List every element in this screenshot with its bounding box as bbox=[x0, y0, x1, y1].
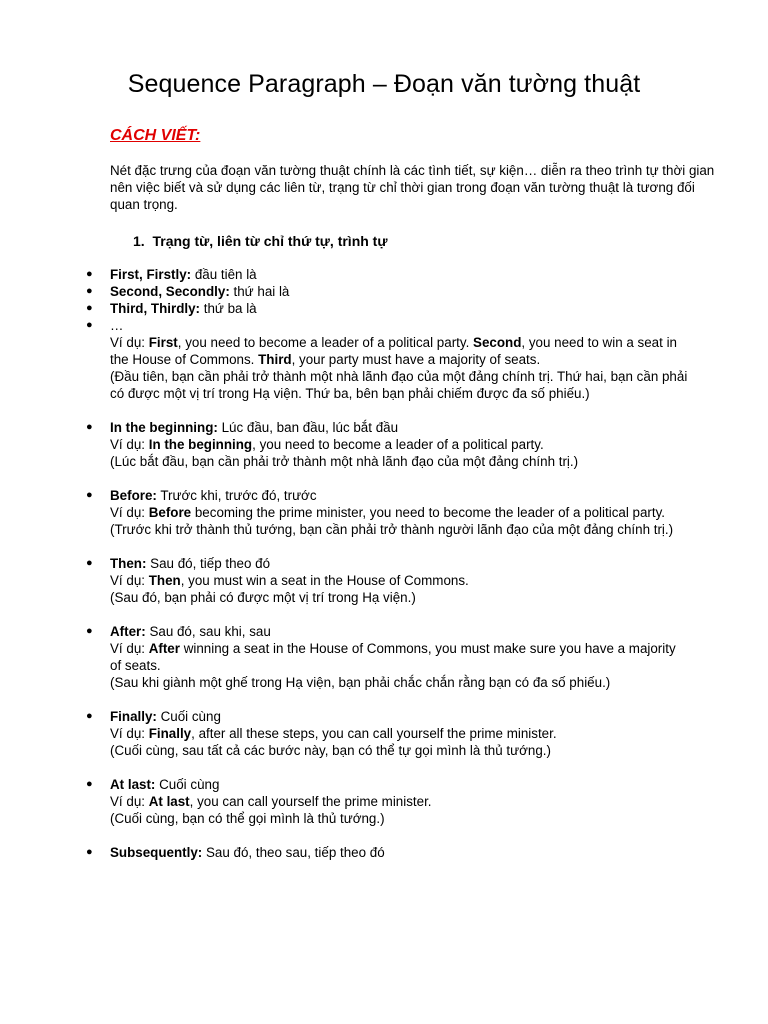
item-example bbox=[110, 572, 690, 589]
list-item bbox=[0, 555, 690, 606]
item-term: Second, Secondly: bbox=[110, 284, 230, 299]
item-example bbox=[110, 334, 690, 368]
example-keyword: Third bbox=[258, 352, 292, 367]
item-definition bbox=[110, 776, 690, 793]
example-text: , your party must have a majority of seats. bbox=[291, 352, 541, 367]
page-title: Sequence Paragraph – Đoạn văn tường thuật bbox=[127, 70, 641, 98]
item-term: Finally: bbox=[110, 709, 157, 724]
item-example bbox=[110, 725, 690, 742]
example-text: Ví dụ: bbox=[110, 726, 149, 741]
list-item bbox=[0, 300, 690, 317]
item-definition bbox=[110, 487, 690, 504]
example-keyword: Then bbox=[148, 573, 181, 588]
bullet-icon: ● bbox=[86, 268, 93, 280]
example-text: becoming the prime minister, you need to become the leader of a political party. bbox=[191, 505, 666, 520]
item-translation: (Trước khi trở thành thủ tướng, bạn cần phải trở thành người lãnh đạo của một đảng chính trị.) bbox=[110, 522, 674, 537]
bullet-icon: ● bbox=[86, 285, 93, 297]
example-text: , you need to become a leader of a political party. bbox=[252, 437, 544, 452]
item-term: After: bbox=[110, 624, 146, 639]
item-term: Third, Thirdly: bbox=[110, 301, 201, 316]
example-keyword: First bbox=[148, 335, 178, 350]
item-meaning: Lúc đầu, ban đầu, lúc bắt đầu bbox=[217, 420, 399, 435]
heading-text: Trạng từ, liên từ chỉ thứ tự, trình tự bbox=[152, 233, 388, 249]
example-text: winning a seat in the House of Commons, you must make sure you have a majority of seats. bbox=[110, 641, 676, 673]
item-definition bbox=[110, 844, 690, 861]
list-item bbox=[0, 266, 690, 283]
item-example bbox=[110, 436, 690, 453]
item-definition bbox=[110, 317, 690, 334]
example-text: , after all these steps, you can call yourself the prime minister. bbox=[191, 726, 557, 741]
section-heading: CÁCH VIẾT: bbox=[110, 127, 201, 144]
bullet-icon: ● bbox=[86, 625, 93, 637]
item-translation: (Lúc bắt đầu, bạn cần phải trở thành một nhà lãnh đạo của một đảng chính trị.) bbox=[110, 454, 579, 469]
example-keyword: Second bbox=[473, 335, 522, 350]
example-keyword: In the beginning bbox=[148, 437, 253, 452]
item-term: In the beginning: bbox=[110, 420, 218, 435]
bullet-icon: ● bbox=[86, 846, 93, 858]
item-definition bbox=[110, 266, 690, 283]
item-meaning: Sau đó, tiếp theo đó bbox=[146, 556, 271, 571]
item-term: Then: bbox=[110, 556, 147, 571]
bullet-icon: ● bbox=[86, 302, 93, 314]
example-text: , you need to win a seat in the House of Commons. bbox=[110, 335, 677, 367]
example-text: Ví dụ: bbox=[110, 794, 149, 809]
example-text: , you can call yourself the prime minister. bbox=[189, 794, 432, 809]
item-translation: (Sau khi giành một ghế trong Hạ viện, bạn phải chắc chắn rằng bạn có đa số phiếu.) bbox=[110, 675, 611, 690]
item-definition bbox=[110, 623, 690, 640]
list-item bbox=[0, 487, 690, 538]
heading-number: 1. bbox=[133, 233, 145, 249]
item-definition bbox=[110, 283, 690, 300]
item-example bbox=[110, 504, 690, 521]
list-item bbox=[0, 623, 690, 691]
item-meaning: … bbox=[110, 318, 124, 333]
example-text: Ví dụ: bbox=[110, 505, 149, 520]
list-item bbox=[0, 776, 690, 827]
item-meaning: Sau đó, theo sau, tiếp theo đó bbox=[202, 845, 385, 860]
list-item bbox=[0, 283, 690, 300]
item-definition bbox=[110, 419, 690, 436]
example-keyword: After bbox=[148, 641, 180, 656]
list-item bbox=[0, 317, 690, 402]
example-keyword: Before bbox=[148, 505, 192, 520]
item-translation: (Sau đó, bạn phải có được một vị trí trong Hạ viện.) bbox=[110, 590, 416, 605]
item-definition bbox=[110, 300, 690, 317]
example-text: Ví dụ: bbox=[110, 335, 149, 350]
item-term: Before: bbox=[110, 488, 157, 503]
example-keyword: At last bbox=[148, 794, 190, 809]
item-meaning: Sau đó, sau khi, sau bbox=[145, 624, 271, 639]
bullet-icon: ● bbox=[86, 421, 93, 433]
item-meaning: Trước khi, trước đó, trước bbox=[156, 488, 317, 503]
item-term: At last: bbox=[110, 777, 156, 792]
item-example bbox=[110, 793, 690, 810]
intro-paragraph: Nét đặc trưng của đoạn văn tường thuật chính là các tình tiết, sự kiện… diễn ra theo trình tự thời gian nên việc biết và sử dụng các liên từ, trạng từ chỉ thời gian trong đoạn văn tường thuật là tương đối quan trọng. bbox=[110, 163, 715, 213]
item-meaning: Cuối cùng bbox=[155, 777, 220, 792]
numbered-heading bbox=[133, 232, 387, 250]
example-text: , you must win a seat in the House of Commons. bbox=[180, 573, 469, 588]
item-term: First, Firstly: bbox=[110, 267, 192, 282]
item-meaning: đầu tiên là bbox=[191, 267, 257, 282]
bullet-icon: ● bbox=[86, 557, 93, 569]
item-meaning: Cuối cùng bbox=[156, 709, 221, 724]
example-keyword: Finally bbox=[148, 726, 192, 741]
bullet-icon: ● bbox=[86, 489, 93, 501]
example-text: Ví dụ: bbox=[110, 641, 149, 656]
list-item bbox=[0, 708, 690, 759]
item-definition bbox=[110, 708, 690, 725]
item-term: Subsequently: bbox=[110, 845, 203, 860]
item-definition bbox=[110, 555, 690, 572]
list-item bbox=[0, 844, 690, 861]
item-translation: (Cuối cùng, bạn có thể gọi mình là thủ tướng.) bbox=[110, 811, 385, 826]
example-text: Ví dụ: bbox=[110, 437, 149, 452]
bullet-icon: ● bbox=[86, 319, 93, 331]
item-meaning: thứ ba là bbox=[200, 301, 257, 316]
bullet-icon: ● bbox=[86, 710, 93, 722]
item-example bbox=[110, 640, 690, 674]
example-text: , you need to become a leader of a political party. bbox=[177, 335, 474, 350]
item-translation: (Đầu tiên, bạn cần phải trở thành một nhà lãnh đạo của một đảng chính trị. Thứ hai, bạn cần phải có được một vị trí trong Hạ viện. Thứ ba, bên bạn phải chiếm được đa số phiếu.) bbox=[110, 369, 688, 401]
list-item bbox=[0, 419, 690, 470]
item-translation: (Cuối cùng, sau tất cả các bước này, bạn có thể tự gọi mình là thủ tướng.) bbox=[110, 743, 551, 758]
bullet-icon: ● bbox=[86, 778, 93, 790]
item-meaning: thứ hai là bbox=[229, 284, 290, 299]
example-text: Ví dụ: bbox=[110, 573, 149, 588]
bullet-list bbox=[0, 266, 768, 861]
